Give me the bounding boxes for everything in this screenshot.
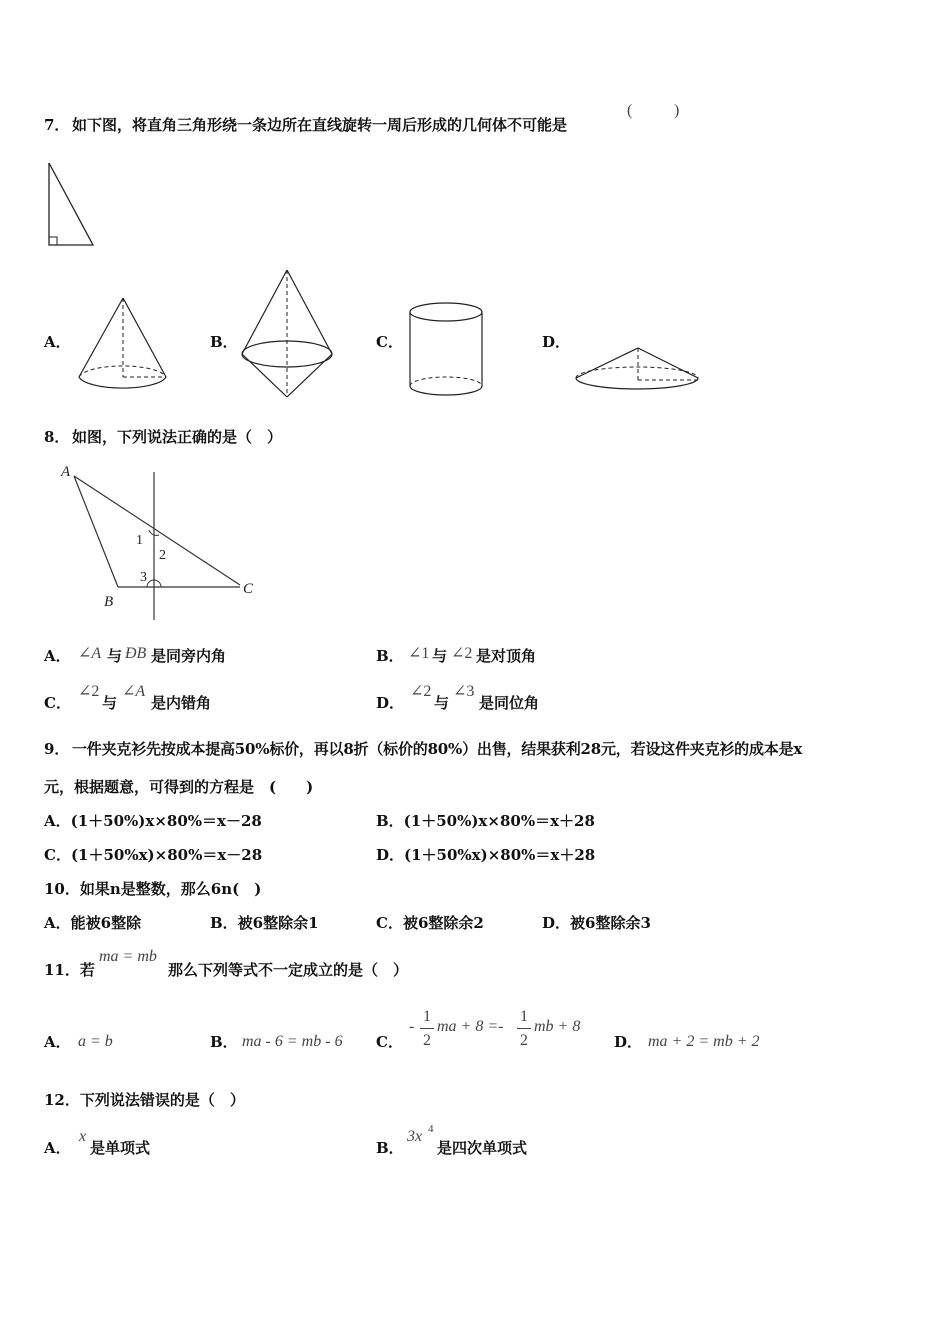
q8-option-c-math1: ∠2 xyxy=(78,683,100,700)
q9-option-a: A．(1＋50%)x×80%＝x－28 xyxy=(44,812,262,830)
q11-option-c-frac1-num: 1 xyxy=(423,1008,431,1025)
q10-stem: 10．如果n是整数，那么6n( ) xyxy=(44,880,262,898)
q8-option-d-text2: 是同位角 xyxy=(479,694,540,712)
label-b: B xyxy=(104,594,114,610)
q12-option-b-math: 3x xyxy=(407,1128,423,1145)
q7-option-b-label: B． xyxy=(210,333,238,351)
q9-number: 9． xyxy=(44,740,70,758)
q8-option-b-label: B． xyxy=(376,647,404,665)
q11-option-d-math: ma + 2 = mb + 2 xyxy=(648,1033,760,1050)
q11-option-c-end: mb + 8 xyxy=(534,1018,581,1035)
q8-option-b-math1: ∠1 xyxy=(408,645,430,662)
q12-option-a-math: x xyxy=(79,1128,87,1145)
q8-stem: 如图，下列说法正确的是（ ） xyxy=(72,428,283,446)
q8-option-a-text2: 是同旁内角 xyxy=(151,647,227,665)
label-angle-3: 3 xyxy=(140,570,147,585)
q7-option-d-label: D． xyxy=(542,333,571,351)
q9-stem-line2: 元，根据题意，可得到的方程是 ( ) xyxy=(44,778,314,796)
q7-paren-close: ) xyxy=(674,102,680,119)
q11-option-c-frac1-den: 2 xyxy=(423,1032,431,1049)
q11-option-c-frac2-bar xyxy=(517,1028,531,1029)
cone-figure xyxy=(72,292,172,400)
q11-option-c-frac2-num: 1 xyxy=(520,1008,528,1025)
q11-option-c-middle: ma + 8 =- xyxy=(437,1018,504,1035)
q9-option-c: C．(1＋50%x)×80%＝x－28 xyxy=(44,846,263,864)
q12-option-a-label: A． xyxy=(44,1139,71,1157)
flat-cone-figure xyxy=(572,342,702,398)
q8-option-d-label: D． xyxy=(376,694,405,712)
q11-stem: 那么下列等式不一定成立的是（ ） xyxy=(168,961,409,979)
q11-option-b-label: B． xyxy=(210,1033,238,1051)
q8-option-c-text1: 与 xyxy=(102,694,118,712)
q11-option-a-label: A． xyxy=(44,1033,71,1051)
q8-option-b-text2: 是对顶角 xyxy=(476,647,537,665)
label-a: A xyxy=(61,464,71,480)
label-c: C xyxy=(243,581,254,597)
triangle-transversal-figure xyxy=(52,458,267,623)
q11-option-c-frac1-bar xyxy=(420,1028,434,1029)
q7-stem: 如下图，将直角三角形绕一条边所在直线旋转一周后形成的几何体不可能是 xyxy=(72,116,568,134)
q8-option-a-text1: 与 xyxy=(107,647,123,665)
q10-option-d: D．被6整除余3 xyxy=(542,914,651,932)
label-angle-2: 2 xyxy=(159,548,166,563)
double-cone-figure xyxy=(238,265,338,401)
q12-stem: 12．下列说法错误的是（ ） xyxy=(44,1091,245,1109)
q11-option-c-label: C． xyxy=(376,1033,403,1051)
q9-option-d: D．(1＋50%x)×80%＝x＋28 xyxy=(376,846,596,864)
q9-option-b: B．(1＋50%)x×80%＝x＋28 xyxy=(376,812,595,830)
q8-option-c-math2: ∠A xyxy=(122,683,146,700)
q8-option-a-math1: ∠A xyxy=(78,645,102,662)
q12-option-b-label: B． xyxy=(376,1139,404,1157)
cylinder-figure xyxy=(404,298,488,402)
q8-option-d-math2: ∠3 xyxy=(453,683,475,700)
q7-option-c-label: C． xyxy=(376,333,403,351)
q12-option-a-text: 是单项式 xyxy=(90,1139,151,1157)
q10-option-c: C．被6整除余2 xyxy=(376,914,484,932)
q11-number: 11．若 xyxy=(44,961,95,979)
q11-option-a-math: a = b xyxy=(78,1033,113,1050)
q8-option-b-text1: 与 xyxy=(432,647,448,665)
q8-option-d-math1: ∠2 xyxy=(410,683,432,700)
q11-option-c-frac2-den: 2 xyxy=(520,1032,528,1049)
right-triangle-figure xyxy=(40,155,100,250)
q8-option-c-label: C． xyxy=(44,694,71,712)
q8-option-a-math2: ÐB xyxy=(125,645,147,662)
q8-option-c-text2: 是内错角 xyxy=(151,694,212,712)
q8-option-d-text1: 与 xyxy=(434,694,450,712)
q10-option-a: A．能被6整除 xyxy=(44,914,142,932)
q7-paren-open: ( xyxy=(627,102,633,119)
q12-option-b-text: 是四次单项式 xyxy=(437,1139,528,1157)
q7-option-a-label: A． xyxy=(44,333,71,351)
q9-stem-line1: 一件夹克衫先按成本提高50%标价，再以8折（标价的80%）出售，结果获利28元，若设这件夹克衫的成本是x xyxy=(72,740,803,758)
q12-option-b-exponent: 4 xyxy=(428,1123,434,1135)
q11-option-b-math: ma - 6 = mb - 6 xyxy=(242,1033,343,1050)
q10-option-b: B．被6整除余1 xyxy=(210,914,319,932)
q8-option-b-math2: ∠2 xyxy=(451,645,473,662)
q7-number: 7． xyxy=(44,116,70,134)
q8-option-a-label: A． xyxy=(44,647,71,665)
q8-number: 8． xyxy=(44,428,70,446)
q11-condition: ma = mb xyxy=(99,948,157,965)
label-angle-1: 1 xyxy=(136,533,143,548)
q11-option-c-minus: - xyxy=(409,1018,415,1035)
q11-option-d-label: D． xyxy=(614,1033,643,1051)
